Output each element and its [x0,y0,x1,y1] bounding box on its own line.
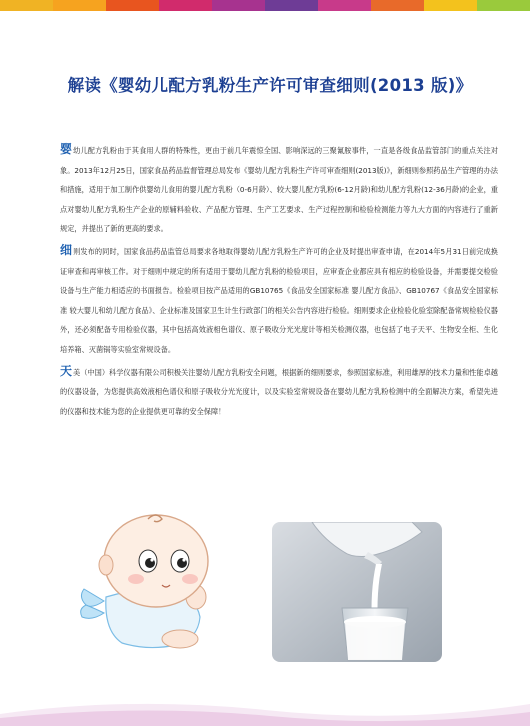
stripe-segment [0,0,53,11]
stripe-segment [477,0,530,11]
stripe-segment [318,0,371,11]
document-title: 解读《婴幼儿配方乳粉生产许可审查细则(2013 版)》 [67,76,473,95]
baby-illustration [78,505,248,650]
stripe-segment [212,0,265,11]
paragraph-2 [60,241,498,360]
paragraph-3 [60,362,498,422]
paragraph-text: 美（中国）科学仪器有限公司积极关注婴幼儿配方乳粉安全问题，根据新的细则要求，参照国家标准，利用雄厚的技术力量和性能卓越的仪器设备，为您提供高效液相色谱仪和原子吸收分光光度计，以及实验室常规设备在婴幼儿配方乳粉检测中的全面解决方案，希望先进的仪器和技术能为您的企业提供更可靠的安全保障！ [60,367,498,416]
paragraph-text: 则发布的同时，国家食品药品监管总局要求各地取得婴幼儿配方乳粉生产许可的企业及时提出审查申请，在2014年5月31日前完成换证审查和再审核工作。对于细则中规定的所有适用于婴幼儿配方乳粉的检验项目，应审查企业都应具有相应的检验设备，并需要提交检验设备与生产能力相适应的书面报告。检验项目按产品适用的GB10765《食品安全国家标准 婴儿配方食品》、GB10767《食品安全国家标准 较大婴儿和幼儿配方食品》、企业标准及国家卫生计生行政部门的相关公告内容进行检验。细则要求企业检验化验室除配备常规检验仪器外，还必须配备专用检验仪器，其中包括高效液相色谱仪、原子吸收分光光度计等相关检测仪器，也包括了电子天平、生物安全柜、生化培养箱、灭菌锅等实验室常规设备。 [60,246,498,354]
milk-pour-photo [272,522,442,662]
top-color-stripe [0,0,530,11]
bottom-wave-decoration [0,696,530,726]
stripe-segment [371,0,424,11]
paragraph-text: 幼儿配方乳粉由于其食用人群的特殊性，更由于前几年震惊全国、影响深远的三聚氰胺事件，一直是各级食品监管部门的重点关注对象。2013年12月25日，国家食品药品监督管理总局发布《婴幼儿配方乳粉生产许可审查细则(2013版)》，新细则参照药品生产管理的办法和措施，适用于加工制作供婴幼儿食用的婴儿配方乳粉（0-6月龄）、较大婴儿配方乳粉(6-12月龄)和幼儿配方乳粉(12-36月龄)的企业，重点对婴幼儿配方乳粉生产企业的原辅料验收、产品配方管理、生产工艺要求、生产过程控制和检验检测能力等九大方面的内容进行了重新规定，并提出了新的更高的要求。 [60,146,498,234]
stripe-segment [159,0,212,11]
stripe-segment [53,0,106,11]
dropcap: 婴 [60,142,73,156]
stripe-segment [424,0,477,11]
paragraph-1 [60,140,498,239]
article-body [60,140,498,423]
stripe-segment [265,0,318,11]
dropcap: 细 [60,242,73,257]
dropcap: 天 [60,363,73,378]
stripe-segment [106,0,159,11]
